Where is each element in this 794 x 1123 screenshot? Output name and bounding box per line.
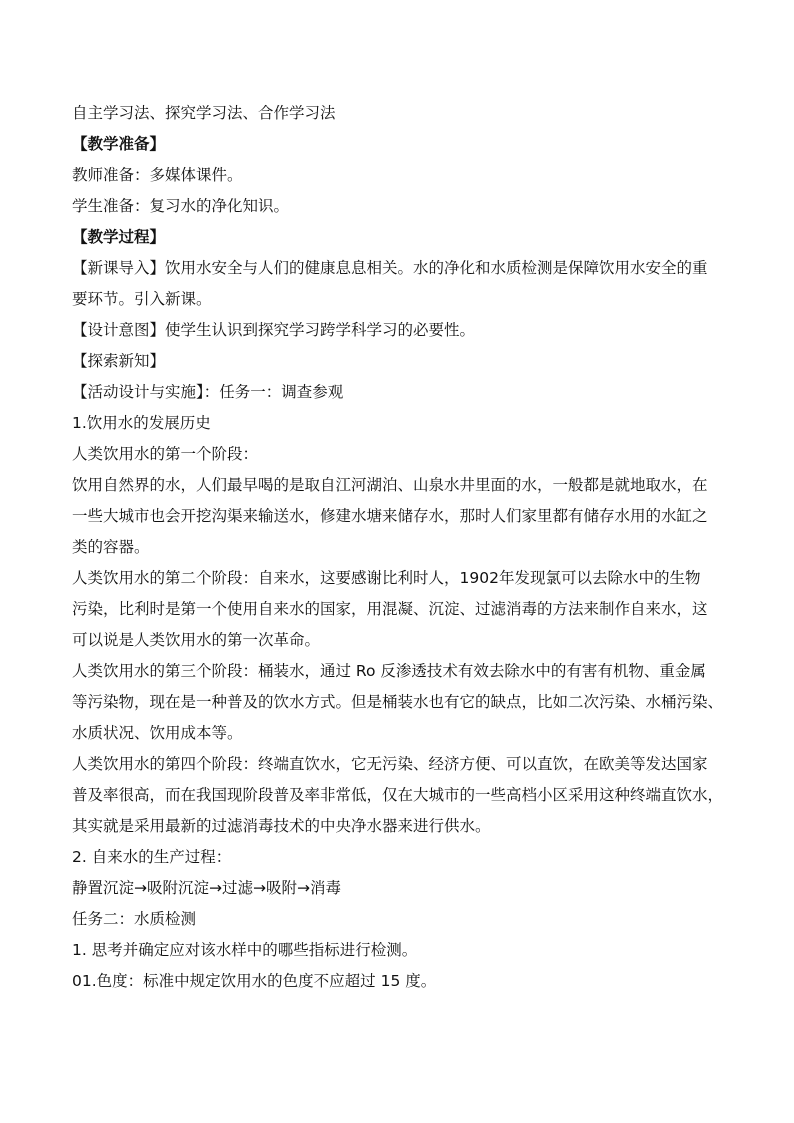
document-body <box>72 98 724 997</box>
design-intent: 【设计意图】使学生认识到探究学习跨学科学习的必要性。 <box>72 321 476 339</box>
heading-explore-new-knowledge: 【探索新知】 <box>72 352 166 370</box>
heading-teaching-process: 【教学过程】 <box>72 228 166 246</box>
section-tap-water-production: 2. 自来水的生产过程： <box>72 848 232 866</box>
activity-task-one: 【活动设计与实施】：任务一：调查参观 <box>72 383 344 401</box>
stage-three-line-3: 水质状况、饮用成本等。 <box>72 724 243 742</box>
stage-one-title: 人类饮用水的第一个阶段： <box>72 445 259 463</box>
section-drinking-water-history: 1.饮用水的发展历史 <box>72 414 211 432</box>
stage-four-line-3: 其实就是采用最新的过滤消毒技术的中央净水器来进行供水。 <box>72 817 491 835</box>
color-standard: 01.色度：标准中规定饮用水的色度不应超过 15 度。 <box>72 972 437 990</box>
stage-four-line-2: 普及率很高，而在我国现阶段普及率非常低，仅在大城市的一些高档小区采用这种终端直饮水， <box>72 786 724 804</box>
production-steps: 静置沉淀→吸附沉淀→过滤→吸附→消毒 <box>72 879 341 897</box>
stage-one-text-line-2: 一些大城市也会开挖沟渠来输送水，修建水塘来储存水，那时人们家里都有储存水用的水缸之 <box>72 507 708 525</box>
stage-one-text-line-3: 类的容器。 <box>72 538 150 556</box>
student-preparation: 学生准备：复习水的净化知识。 <box>72 197 290 215</box>
new-lesson-intro-line-2: 要环节。引入新课。 <box>72 290 212 308</box>
new-lesson-intro-line-1: 【新课导入】饮用水安全与人们的健康息息相关。水的净化和水质检测是保障饮用水安全的重 <box>72 259 708 277</box>
stage-two-line-1: 人类饮用水的第二个阶段：自来水，这要感谢比利时人，1902年发现氯可以去除水中的生物 <box>72 569 701 587</box>
stage-three-line-2: 等污染物，现在是一种普及的饮水方式。但是桶装水也有它的缺点，比如二次污染、水桶污染、 <box>72 693 724 711</box>
heading-teaching-preparation: 【教学准备】 <box>72 135 166 153</box>
stage-two-line-3: 可以说是人类饮用水的第一次革命。 <box>72 631 321 649</box>
task-two-title: 任务二：水质检测 <box>72 910 197 928</box>
teacher-preparation: 教师准备：多媒体课件。 <box>72 166 243 184</box>
stage-three-line-1: 人类饮用水的第三个阶段：桶装水，通过 Ro 反渗透技术有效去除水中的有害有机物、重金属 <box>72 662 706 680</box>
stage-four-line-1: 人类饮用水的第四个阶段：终端直饮水，它无污染、经济方便、可以直饮，在欧美等发达国家 <box>72 755 708 773</box>
task-two-item-1: 1. 思考并确定应对该水样中的哪些指标进行检测。 <box>72 941 418 959</box>
stage-two-line-2: 污染，比利时是第一个使用自来水的国家，用混凝、沉淀、过滤消毒的方法来制作自来水，这 <box>72 600 708 618</box>
teaching-methods: 自主学习法、探究学习法、合作学习法 <box>72 104 336 122</box>
stage-one-text-line-1: 饮用自然界的水，人们最早喝的是取自江河湖泊、山泉水井里面的水，一般都是就地取水，在 <box>72 476 708 494</box>
